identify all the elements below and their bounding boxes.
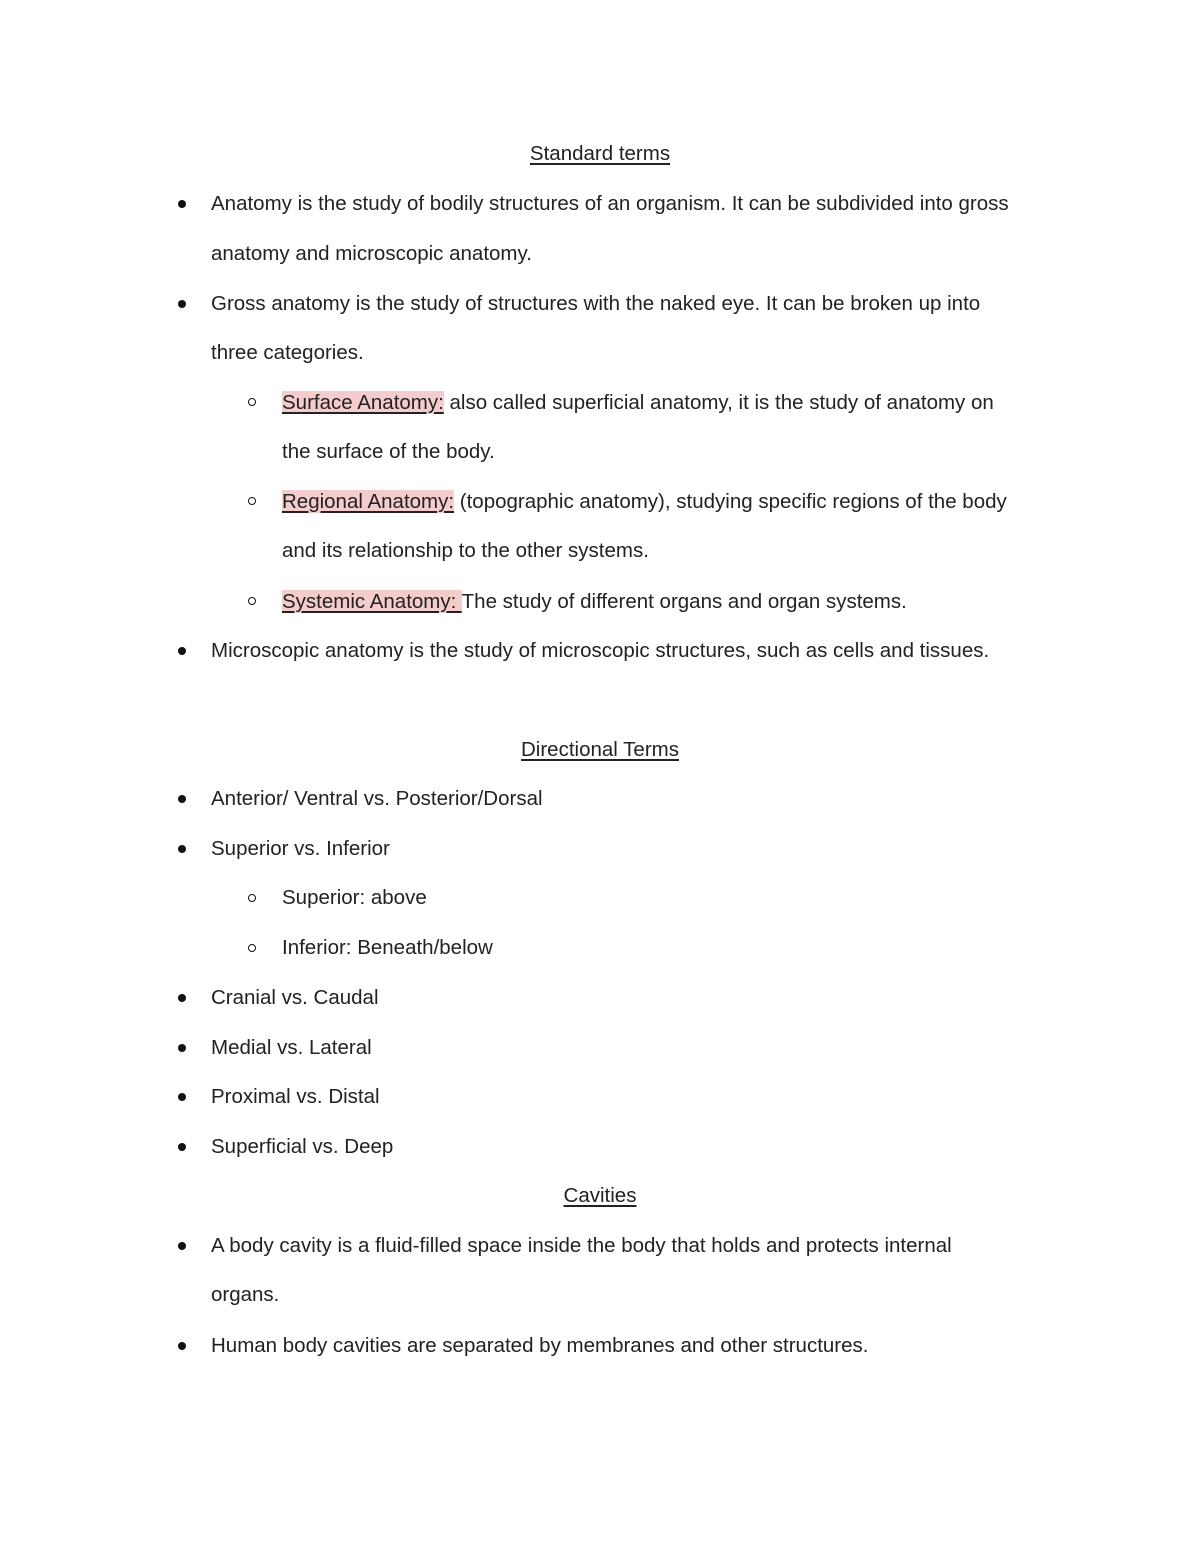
bullet-disc bbox=[178, 795, 186, 803]
surface-anatomy-line2: the surface of the body. bbox=[282, 440, 495, 463]
bullet-circle bbox=[248, 944, 256, 952]
anatomy-definition-line2: anatomy and microscopic anatomy. bbox=[211, 242, 532, 265]
directional-item: Medial vs. Lateral bbox=[211, 1036, 372, 1059]
systemic-anatomy-term: Systemic Anatomy: bbox=[282, 590, 462, 613]
directional-item: Cranial vs. Caudal bbox=[211, 986, 379, 1009]
bullet-disc bbox=[178, 845, 186, 853]
directional-sub-item: Superior: above bbox=[282, 886, 427, 909]
bullet-disc bbox=[178, 1342, 186, 1350]
regional-anatomy-term: Regional Anatomy: bbox=[282, 490, 455, 513]
body-cavities-separated-line: Human body cavities are separated by membranes and other structures. bbox=[211, 1334, 869, 1357]
bullet-disc bbox=[178, 1093, 186, 1101]
bullet-circle bbox=[248, 398, 256, 406]
bullet-disc bbox=[178, 994, 186, 1002]
systemic-anatomy-text: The study of different organs and organ systems. bbox=[461, 590, 907, 613]
bullet-disc bbox=[178, 1242, 186, 1250]
directional-item: Superior vs. Inferior bbox=[211, 837, 390, 860]
body-cavity-line2: organs. bbox=[211, 1283, 280, 1306]
gross-anatomy-line1: Gross anatomy is the study of structures with the naked eye. It can be broken up into bbox=[211, 292, 981, 315]
bullet-disc bbox=[178, 647, 186, 655]
surface-anatomy-text: also called superficial anatomy, it is the study of anatomy on bbox=[443, 391, 994, 414]
heading-directional-terms: Directional Terms bbox=[521, 738, 679, 761]
regional-anatomy-line1 bbox=[282, 490, 1007, 514]
directional-item: Superficial vs. Deep bbox=[211, 1135, 394, 1158]
bullet-circle bbox=[248, 597, 256, 605]
directional-item: Anterior/ Ventral vs. Posterior/Dorsal bbox=[211, 787, 543, 810]
microscopic-anatomy-line: Microscopic anatomy is the study of microscopic structures, such as cells and tissues. bbox=[211, 639, 990, 662]
regional-anatomy-text: (topographic anatomy), studying specific regions of the body bbox=[454, 490, 1007, 513]
anatomy-definition-line1: Anatomy is the study of bodily structures of an organism. It can be subdivided into gross bbox=[211, 192, 1009, 215]
surface-anatomy-line1 bbox=[282, 391, 994, 415]
body-cavity-line1: A body cavity is a fluid-filled space inside the body that holds and protects internal bbox=[211, 1234, 952, 1257]
bullet-disc bbox=[178, 1044, 186, 1052]
bullet-circle bbox=[248, 497, 256, 505]
directional-item: Proximal vs. Distal bbox=[211, 1085, 380, 1108]
directional-sub-item: Inferior: Beneath/below bbox=[282, 936, 493, 959]
bullet-disc bbox=[178, 200, 186, 208]
heading-cavities: Cavities bbox=[563, 1184, 637, 1207]
bullet-disc bbox=[178, 1143, 186, 1151]
systemic-anatomy-line1 bbox=[282, 590, 907, 614]
regional-anatomy-line2: and its relationship to the other systems. bbox=[282, 539, 649, 562]
gross-anatomy-line2: three categories. bbox=[211, 341, 364, 364]
bullet-circle bbox=[248, 894, 256, 902]
bullet-disc bbox=[178, 300, 186, 308]
heading-standard-terms: Standard terms bbox=[529, 142, 671, 165]
surface-anatomy-term: Surface Anatomy: bbox=[282, 391, 444, 414]
